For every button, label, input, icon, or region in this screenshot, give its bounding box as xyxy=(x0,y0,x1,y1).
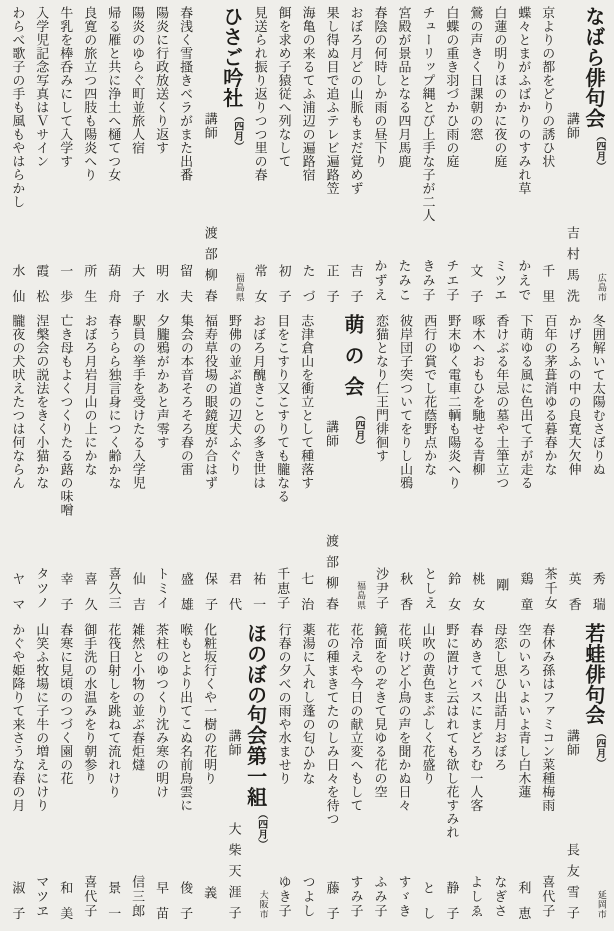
haiku-column xyxy=(201,623,216,919)
haiku-author: 葫舟 xyxy=(105,263,121,315)
haiku-column xyxy=(57,6,73,315)
haiku-column xyxy=(9,314,25,623)
haiku-column xyxy=(347,623,362,919)
haiku-column xyxy=(9,6,25,315)
haiku-text: 涅槃会の説法をきく小猫かな xyxy=(33,314,49,491)
haiku-author: 君代 xyxy=(226,572,242,623)
haiku-column xyxy=(469,314,485,623)
haiku-text: 茶柱のゆつくり沈み寒の明け xyxy=(153,622,169,799)
haiku-text: 雑然と小物の並ぶ春炬燵 xyxy=(129,622,145,772)
haiku-column xyxy=(81,314,97,623)
haiku-text: 亡き母もよくつくりたる蕗の味噌 xyxy=(57,314,73,518)
haiku-column xyxy=(33,314,48,610)
haiku-text: 百年の茅葺消ゆる暮春かな xyxy=(541,314,557,477)
group-title-column xyxy=(221,6,243,302)
haiku-column xyxy=(81,6,97,315)
city-label: 大阪市 xyxy=(257,889,268,919)
haiku-text: 行春の夕べの雨や水ませり xyxy=(275,622,291,785)
haiku-text: 彼岸団子突ついてをりし山鴉 xyxy=(397,314,413,491)
haiku-text: 白蝶の重き羽づかひ雨の庭 xyxy=(443,6,459,169)
haiku-text: 福寿草役場の眼鏡度が合はず xyxy=(201,314,217,491)
haiku-text: 喉もとより出てこぬ名前鳥雲に xyxy=(177,622,193,812)
haiku-text: 京よりの都をどりの誘ひ状 xyxy=(539,6,555,169)
haiku-author: ミツエ xyxy=(491,258,507,303)
haiku-text: 入学児記念写真はＶサイン xyxy=(33,6,49,169)
haiku-column xyxy=(57,314,73,623)
haiku-author: としえ xyxy=(421,566,437,611)
haiku-column xyxy=(515,6,530,302)
lecturer-column xyxy=(563,6,579,311)
haiku-text: 御手洗の水温みをり朝参り xyxy=(81,622,97,785)
haiku-text: 香けぶる年忌の墓や土筆立つ xyxy=(493,314,509,491)
haiku-author: 利恵 xyxy=(515,880,531,931)
haiku-author: 藤子 xyxy=(323,880,339,931)
haiku-author: 義 xyxy=(201,886,217,901)
haiku-text: チューリップ縄とび上手な子が二人 xyxy=(419,6,435,223)
group-header xyxy=(322,314,365,619)
haiku-author: 千恵子 xyxy=(274,566,290,611)
haiku-author: きみ子 xyxy=(419,258,435,303)
haiku-text: 春うらら独言身につく齢かな xyxy=(105,314,121,491)
haiku-author: 喜代子 xyxy=(81,875,97,919)
month-label: （四月） xyxy=(231,111,243,151)
haiku-column xyxy=(347,6,363,315)
haiku-author: かえで xyxy=(515,258,531,303)
haiku-author: マツヱ xyxy=(33,875,49,919)
haiku-author: 桃女 xyxy=(469,572,485,623)
lecturer-column xyxy=(563,623,579,928)
haiku-text: 山笑ふ牧場に子牛の増えにけり xyxy=(33,622,49,812)
haiku-column xyxy=(491,623,506,919)
haiku-text: 野末ゆく電車二輌も陽炎へり xyxy=(445,314,461,491)
haiku-column xyxy=(515,622,531,931)
haiku-author: 景一 xyxy=(105,880,121,931)
haiku-text: かぐや姫降りて来さうな春の月 xyxy=(9,622,25,812)
haiku-text: 目をこすり又こすりても朧なる xyxy=(274,314,290,504)
haiku-text: 花筏日射しを跳ねて流れけり xyxy=(105,622,121,799)
haiku-text: 薬湯に入れし蓬の匂ひかな xyxy=(299,622,315,785)
haiku-column xyxy=(177,6,193,315)
haiku-column xyxy=(177,622,193,931)
text-band-2 xyxy=(9,314,605,623)
haiku-text: 花の種まきてたのしみ日々を待つ xyxy=(323,622,339,826)
lecturer-label: 講師 xyxy=(563,728,579,758)
haiku-column xyxy=(129,314,145,623)
haiku-column xyxy=(589,314,605,623)
haiku-author: たづ xyxy=(299,263,315,315)
lecturer-column xyxy=(322,314,338,619)
month-label: （四月） xyxy=(593,131,605,172)
haiku-text: 集会の本音そろそろ春の雷 xyxy=(177,314,193,477)
haiku-author: チエ子 xyxy=(443,258,459,303)
haiku-author: 喜久 xyxy=(81,572,97,623)
group-title: ほのぼの句会第一組 xyxy=(243,622,268,807)
haiku-author: とし xyxy=(419,880,435,931)
haiku-column xyxy=(299,623,314,919)
haiku-column xyxy=(419,6,434,302)
haiku-column xyxy=(445,314,461,623)
haiku-author: ふみ子 xyxy=(371,875,387,919)
city-label: 福島県 xyxy=(233,273,244,303)
haiku-author: すみ子 xyxy=(347,875,363,919)
haiku-author: 俊子 xyxy=(177,880,193,931)
haiku-column xyxy=(539,623,554,919)
haiku-text: 花咲けど小鳥の声を聞かぬ日々 xyxy=(395,622,411,812)
lecturer-name: 大柴天涯子 xyxy=(225,821,241,928)
group-title: 萌の会 xyxy=(340,314,365,408)
haiku-column xyxy=(105,6,121,315)
haiku-author: 喜代子 xyxy=(539,875,555,919)
haiku-column xyxy=(323,6,339,315)
haiku-text: 朧夜の犬吠えたつは何ならん xyxy=(9,314,25,491)
haiku-column xyxy=(33,623,48,919)
haiku-text: おぼろ月醜きことの多き世は xyxy=(250,314,266,491)
haiku-column xyxy=(177,314,193,623)
haiku-text: 志津倉山を衝立として種落す xyxy=(298,314,314,491)
text-band-1 xyxy=(9,6,606,315)
haiku-author: ゆき子 xyxy=(275,875,291,919)
haiku-column xyxy=(275,623,290,919)
group-header xyxy=(225,622,268,928)
haiku-column xyxy=(541,314,556,610)
haiku-column xyxy=(493,314,508,610)
haiku-text: 鏡面をのぞきて見ゆる花の空 xyxy=(371,622,387,799)
haiku-column xyxy=(105,314,120,610)
lecturer-label: 講師 xyxy=(563,112,579,141)
haiku-column xyxy=(539,6,555,315)
haiku-author: すゞき xyxy=(395,875,411,919)
haiku-text: 白蓮の明りほのかに夜の庭 xyxy=(491,6,507,169)
haiku-column xyxy=(395,623,410,919)
haiku-author: ヤマ xyxy=(9,572,25,623)
haiku-author: 霞松 xyxy=(33,263,49,315)
haiku-text: 夕朧鴉がかあと声零す xyxy=(153,314,169,450)
lecturer-label: 講師 xyxy=(322,420,338,449)
haiku-text: 花冷えや今日の献立変へもして xyxy=(347,622,363,812)
haiku-text: 野に置けと云はれても欲し花すみれ xyxy=(443,622,459,839)
group-header xyxy=(563,622,606,928)
lecturer-name: 渡部柳春 xyxy=(322,534,338,619)
text-band-3 xyxy=(9,622,606,931)
haiku-text: 春陰の何時しか雨の昼下り xyxy=(371,6,387,169)
haiku-author: 喜久三 xyxy=(105,566,121,611)
haiku-column xyxy=(395,6,410,302)
haiku-column xyxy=(33,6,49,315)
haiku-column xyxy=(9,622,25,931)
haiku-author: 文子 xyxy=(467,263,483,315)
haiku-column xyxy=(323,622,339,931)
haiku-author: かずえ xyxy=(371,258,387,303)
haiku-author: 留夫 xyxy=(177,263,193,315)
haiku-author: 秋香 xyxy=(397,572,413,623)
haiku-column xyxy=(491,6,506,302)
haiku-author: 仙吉 xyxy=(129,572,145,623)
haiku-column xyxy=(81,623,96,919)
haiku-column xyxy=(251,6,267,315)
haiku-author: トミイ xyxy=(153,566,169,611)
haiku-column xyxy=(467,6,483,315)
haiku-text: 餌を求め子猿従へ列なして xyxy=(275,6,291,169)
group-header xyxy=(201,6,244,311)
haiku-text: 果し得ぬ目で追ふテレビ遍路笠 xyxy=(323,6,339,196)
month-label: （四月） xyxy=(255,809,267,850)
haiku-text: 冬囲解いて太陽むさぼりぬ xyxy=(589,314,605,477)
haiku-author: なぎさ xyxy=(491,875,507,919)
haiku-text: 春浅く雪搔きベラがまた出番 xyxy=(177,6,193,182)
haiku-column xyxy=(467,623,482,919)
haiku-text: 啄木へおもひを馳せる青柳 xyxy=(469,314,485,477)
haiku-text: 化粧坂行くや一樹の花明り xyxy=(201,622,217,785)
haiku-text: おぼろ月岩月山の上にかな xyxy=(81,314,97,477)
haiku-column xyxy=(105,622,121,931)
haiku-text: かげろふの中の良寛大欠伸 xyxy=(565,314,581,477)
haiku-text: 春寒に見頃のつづく園の花 xyxy=(57,622,73,785)
lecturer-label: 講師 xyxy=(225,728,241,758)
haiku-text: 良寛の旅立つ四肢も陽炎へり xyxy=(81,6,97,182)
haiku-text: 野佛の並ぶ道の辺犬ふぐり xyxy=(226,314,242,477)
lecturer-name: 長友雪子 xyxy=(563,842,579,928)
haiku-text: 下萌ゆる風に色出て子が走る xyxy=(517,314,533,491)
haiku-text: 西行の賞でし花蔭野点かな xyxy=(421,314,437,477)
haiku-author: 幸子 xyxy=(57,572,73,623)
group-title: 若蛙俳句会 xyxy=(581,622,606,725)
haiku-author: 盛雄 xyxy=(177,572,193,623)
haiku-author: 吉子 xyxy=(347,263,363,315)
haiku-author: 鈴女 xyxy=(445,572,461,623)
haiku-text: 帰る雁と共に浄土へ樋てつ女 xyxy=(105,6,121,182)
haiku-author: 鶏童 xyxy=(517,572,533,623)
haiku-author: 信三郎 xyxy=(129,875,145,919)
haiku-author: 一歩 xyxy=(57,263,73,315)
haiku-author: 秀瑞 xyxy=(589,572,605,623)
haiku-text: 春めきてバスにまどろむ一人客 xyxy=(467,622,483,812)
group-title-column xyxy=(342,314,364,610)
haiku-author: タツノ xyxy=(33,566,49,611)
haiku-column xyxy=(57,622,73,931)
haiku-author: 正子 xyxy=(323,263,339,315)
haiku-author: よしゑ xyxy=(467,875,483,919)
lecturer-name: 吉村馬洗 xyxy=(563,226,579,311)
haiku-text: 海亀の来るてふ浦辺の遍路宿 xyxy=(299,6,315,182)
haiku-text: 駅員の挙手を受けたる入学児 xyxy=(129,314,145,491)
haiku-column xyxy=(201,314,217,623)
haiku-author: 早苗 xyxy=(153,880,169,931)
haiku-column xyxy=(299,6,315,315)
haiku-text: わらべ歌子の手も風もやはらかし xyxy=(9,6,25,209)
group-title: なばら俳句会 xyxy=(581,6,606,129)
haiku-column xyxy=(517,314,533,623)
haiku-column xyxy=(443,622,459,931)
haiku-text: 宮殿が景品となる四月馬鹿 xyxy=(395,6,411,169)
haiku-column xyxy=(153,314,168,610)
haiku-column xyxy=(421,314,436,610)
haiku-text: 山吹の黄色まぶしく花盛り xyxy=(419,622,435,785)
haiku-text: おぼろ月どの山脈もまだ覚めず xyxy=(347,6,363,196)
city-label: 福島県 xyxy=(354,581,365,611)
haiku-column xyxy=(419,622,435,931)
haiku-author: 水仙 xyxy=(9,263,25,315)
haiku-author: 剛 xyxy=(493,578,509,593)
month-label: （四月） xyxy=(352,410,364,451)
haiku-column xyxy=(129,623,144,919)
haiku-author: 和美 xyxy=(57,880,73,931)
group-title: ひさご吟社 xyxy=(219,6,244,108)
haiku-author: 沙尹子 xyxy=(373,566,389,611)
lecturer-label: 講師 xyxy=(201,112,217,141)
haiku-text: 空のいろいよいよ青し白木蓮 xyxy=(515,622,531,799)
city-label: 広島市 xyxy=(595,273,606,303)
haiku-text: 見送られ振り返りつつ里の春 xyxy=(251,6,267,182)
haiku-author: 所生 xyxy=(81,263,97,315)
haiku-text: 鶯の声きく日課朝の窓 xyxy=(467,6,483,142)
haiku-author: 常女 xyxy=(251,263,267,315)
haiku-column xyxy=(275,6,291,315)
haiku-column xyxy=(373,314,388,610)
haiku-text: 蝶々とまがふばかりのすみれ草 xyxy=(515,6,531,196)
haiku-column xyxy=(298,314,314,623)
month-label: （四月） xyxy=(593,727,605,768)
haiku-text: 母恋し思ひ出話月おぼろ xyxy=(491,622,507,772)
haiku-column xyxy=(226,314,242,623)
haiku-column xyxy=(565,314,581,623)
city-label: 延岡市 xyxy=(595,889,606,919)
group-title-column xyxy=(583,6,605,302)
haiku-author: 保子 xyxy=(201,572,217,623)
haiku-author: 英香 xyxy=(565,572,581,623)
haiku-column xyxy=(397,314,413,623)
haiku-author: つよし xyxy=(299,875,315,919)
haiku-text: 陽炎のゆらぐ町並旅人宿 xyxy=(129,6,145,155)
lecturer-name: 渡部柳春 xyxy=(201,226,217,311)
haiku-author: 淑子 xyxy=(9,880,25,931)
haiku-text: 恋猫となり仁王門徘徊す xyxy=(373,314,389,464)
lecturer-column xyxy=(225,623,241,928)
haiku-column xyxy=(153,6,169,315)
haiku-column xyxy=(371,623,386,919)
haiku-author: 七治 xyxy=(298,572,314,623)
haiku-author: 初子 xyxy=(275,263,291,315)
haiku-author: 静子 xyxy=(443,880,459,931)
haiku-column xyxy=(129,6,145,315)
haiku-column xyxy=(250,314,266,623)
lecturer-column xyxy=(201,6,217,311)
haiku-column xyxy=(371,6,386,302)
haiku-text: 春休み孫はファミコン菜種梅雨 xyxy=(539,622,555,812)
haiku-text: 牛乳を棒呑みにして入学す xyxy=(57,6,73,169)
haiku-author: 祐一 xyxy=(250,572,266,623)
haiku-column xyxy=(153,622,169,931)
haiku-text: 陽炎に行政放送くり返す xyxy=(153,6,169,155)
haiku-author: 茶千女 xyxy=(541,566,557,611)
haiku-column xyxy=(274,314,289,610)
haiku-author: 千里 xyxy=(539,263,555,315)
haiku-author: 大子 xyxy=(129,263,145,315)
group-header xyxy=(563,6,606,311)
group-title-column xyxy=(583,623,605,919)
haiku-author: たみこ xyxy=(395,258,411,303)
group-title-column xyxy=(245,623,267,919)
haiku-author: 明水 xyxy=(153,263,169,315)
haiku-column xyxy=(443,6,458,302)
